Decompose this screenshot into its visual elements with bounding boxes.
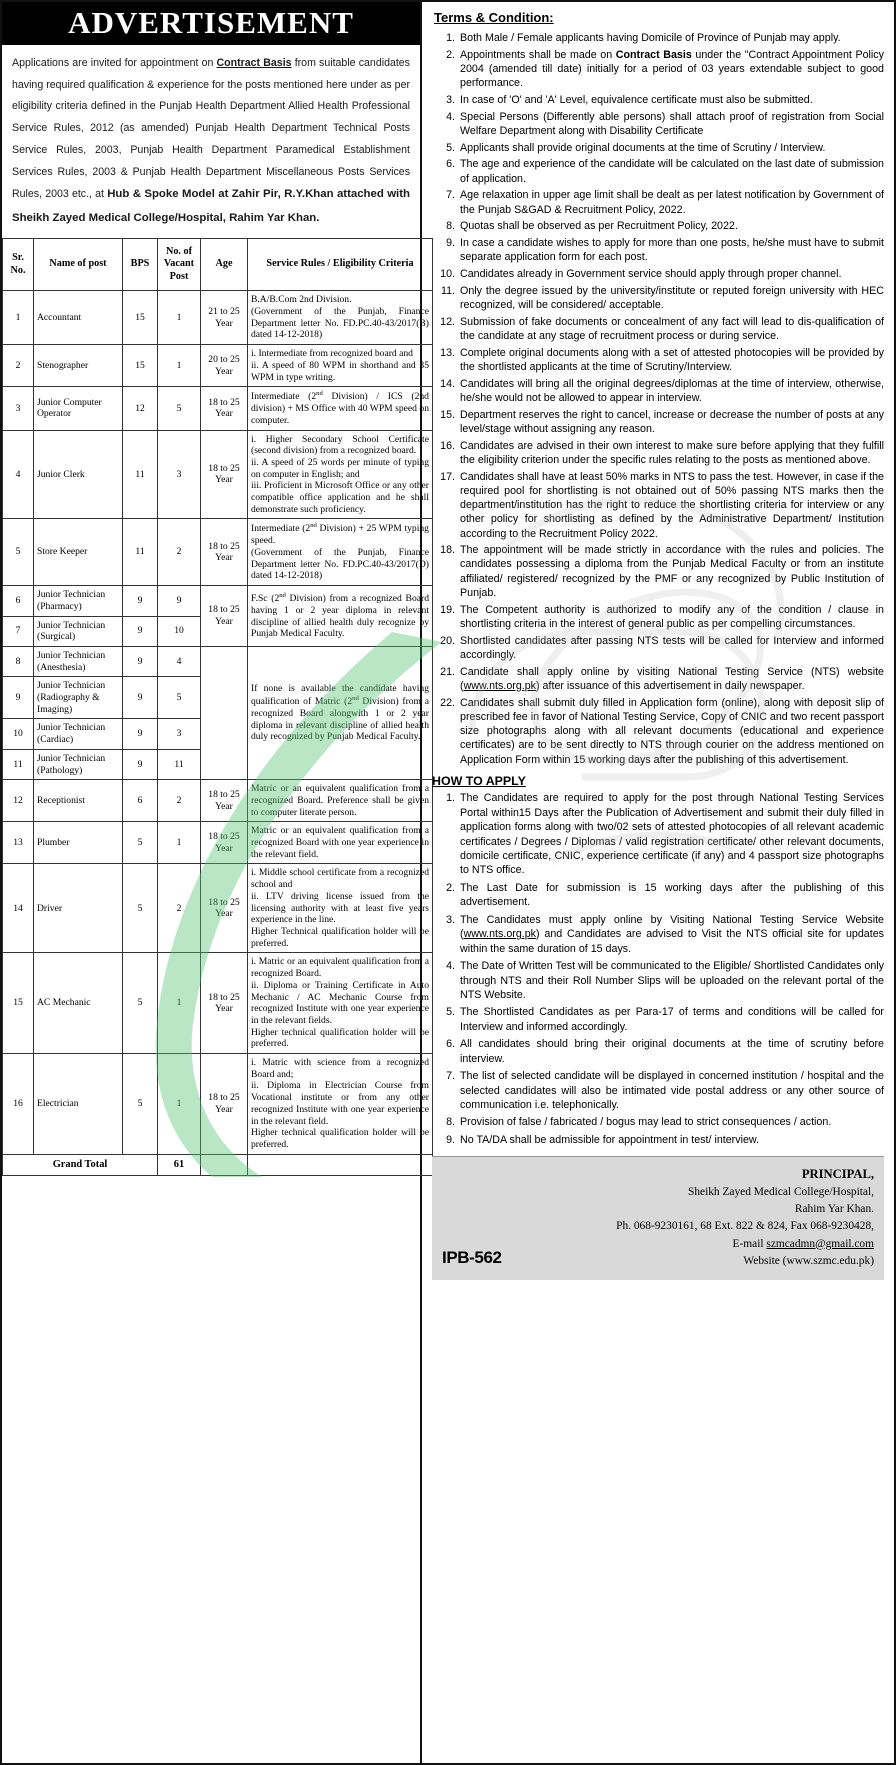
- term-item: 6. The age and experience of the candidate will be calculated on the last date of submission of application.: [458, 157, 884, 185]
- rule-line: (Government of the Punjab, Finance Department letter No. FD.PC.40-43/2017(D) dated 14-12-2018): [251, 547, 429, 582]
- grand-total-label: Grand Total: [3, 1154, 158, 1176]
- term-item: 9. In case a candidate wishes to apply for more than one posts, he/she must have to submit separate application form for each post.: [458, 236, 884, 264]
- cell-sr: 5: [3, 519, 34, 586]
- header-bps: BPS: [123, 238, 158, 290]
- term-item: 5. Applicants shall provide original documents at the time of Scrutiny / Interview.: [458, 141, 884, 155]
- cell-rules-merged: F.Sc (2nd Division) from a recognized Board having 1 or 2 year diploma in relevant discipline of allied health duly recognize by Punjab Medical Faculty.: [248, 586, 433, 647]
- cell-post: Junior Technician (Radiography & Imaging): [34, 677, 123, 719]
- cell-sr: 8: [3, 646, 34, 676]
- term-item: 18. The appointment will be made strictly in accordance with the rules and policies. The candidates possessing a diploma from the Punjab Medical Faculty or from an institute affiliated/ registered/ recognized by the PMF or any recognized by Public Institution of Punjab.: [458, 543, 884, 600]
- cell-vacant: 1: [158, 822, 201, 864]
- cell-post: Store Keeper: [34, 519, 123, 586]
- cell-vacant: 9: [158, 586, 201, 616]
- header-rules: Service Rules / Eligibility Criteria: [248, 238, 433, 290]
- signature-block: [616, 1165, 874, 1269]
- cell-sr: 13: [3, 822, 34, 864]
- reference-code: IPB-562: [442, 1247, 502, 1267]
- email-address[interactable]: szmcadmn@gmail.com: [766, 1237, 874, 1250]
- header-post: Name of post: [34, 238, 123, 290]
- institute-city: Rahim Yar Khan.: [794, 1203, 874, 1216]
- intro-paragraph: [2, 45, 420, 236]
- cell-vacant: 1: [158, 1054, 201, 1155]
- posts-table-head: [3, 238, 433, 290]
- rule-line: i. Intermediate from recognized board and: [251, 348, 413, 360]
- cell-age: 18 to 25 Year: [201, 864, 248, 953]
- cell-rules: [248, 430, 433, 519]
- cell-bps: 15: [123, 291, 158, 345]
- howto-item: 5. The Shortlisted Candidates as per Para-17 of terms and conditions will be called for Interview and informed accordingly.: [458, 1005, 884, 1034]
- table-row: [3, 345, 433, 387]
- term-item: 12. Submission of fake documents or concealment of any fact will lead to dis-qualification of the candidate at any stage of recruitment process or during service.: [458, 315, 884, 343]
- term-item: 7. Age relaxation in upper age limit shall be dealt as per latest notification by Government of the Punjab S&GAD & Recruitment Policy, 2022.: [458, 188, 884, 216]
- cell-post: Junior Technician (Pharmacy): [34, 586, 123, 616]
- cell-post: Accountant: [34, 291, 123, 345]
- rule-line: Higher technical qualification holder will be preferred.: [251, 1026, 429, 1050]
- cell-vacant: 2: [158, 519, 201, 586]
- cell-age: 21 to 25 Year: [201, 291, 248, 345]
- cell-vacant: 2: [158, 780, 201, 822]
- table-row: [3, 519, 433, 586]
- cell-sr: 15: [3, 953, 34, 1054]
- cell-age: 18 to 25 Year: [201, 822, 248, 864]
- cell-bps: 5: [123, 822, 158, 864]
- cell-vacant: 10: [158, 616, 201, 646]
- table-row: [3, 780, 433, 822]
- cell-bps: 9: [123, 677, 158, 719]
- table-row: [3, 586, 433, 616]
- term-item: 11. Only the degree issued by the university/institute or reputed foreign university with HEC recognized, will be considered/ acceptable.: [458, 284, 884, 312]
- posts-table-body: [3, 291, 433, 1176]
- posts-table: [2, 238, 433, 1176]
- howto-item: 9. No TA/DA shall be admissible for appointment in test/ interview.: [458, 1133, 884, 1147]
- cell-bps: 5: [123, 1054, 158, 1155]
- cell-bps: 11: [123, 519, 158, 586]
- term-item: 17. Candidates shall have at least 50% marks in NTS to pass the test. However, in case if the required pool for shortlisting is not obtained out of 50% passing NTS marks then the department/institution has the right to reduce the shortlisting criteria for interview or any other policy for shortlisting as defined by the Administrative Department/ Institution according to the Recruitment Policy 2022.: [458, 470, 884, 541]
- rule-line: i. Middle school certificate from a recognized school and: [251, 867, 429, 891]
- table-row: [3, 864, 433, 953]
- term-item: 2. Appointments shall be made on Contract Basis under the "Contract Appointment Policy 2004 (amended till date) initially for a period of 03 years extendable subject to good performance.: [458, 48, 884, 91]
- how-to-apply-list: [432, 791, 884, 1150]
- rule-line: i. Matric with science from a recognized Board and;: [251, 1057, 429, 1080]
- cell-bps: 9: [123, 749, 158, 779]
- cell-rules: [248, 291, 433, 345]
- cell-rules: [248, 953, 433, 1054]
- howto-item: 8. Provision of false / fabricated / bogus may lead to strict consequences / action.: [458, 1115, 884, 1129]
- terms-list: [432, 31, 884, 769]
- institute-name: Sheikh Zayed Medical College/Hospital,: [687, 1186, 874, 1199]
- cell-age: 18 to 25 Year: [201, 387, 248, 430]
- cell-sr: 3: [3, 387, 34, 430]
- howto-item: 7. The list of selected candidate will be displayed in concerned institution / hospital and the selected candidates will also be intimated vide postal address or any other source of communication i.e. telephonically.: [458, 1069, 884, 1112]
- footer-block: [432, 1156, 884, 1279]
- term-item: 19. The Competent authority is authorized to modify any of the condition / clause in shortlisting criteria in the interest of general public as per compelling circumstances.: [458, 603, 884, 631]
- cell-rules: [248, 1054, 433, 1155]
- cell-bps: 5: [123, 953, 158, 1054]
- cell-post: Junior Technician (Surgical): [34, 616, 123, 646]
- email-label: E-mail: [732, 1237, 767, 1250]
- howto-item: 6. All candidates should bring their original documents at the time of scrutiny before interview.: [458, 1037, 884, 1066]
- cell-vacant: 5: [158, 387, 201, 430]
- term-item: 22. Candidates shall submit duly filled in Application form (online), along with deposit slip of prescribed fee in favor of National Testing Service, Copy of CNIC and two recent passport size photographs along with all relevant documents (educational and experience certificates) are to be sent directly to NTS through courier on the address mentioned on Application Form within 15 working days after the publishing of this advertisement.: [458, 696, 884, 767]
- cell-vacant: 2: [158, 864, 201, 953]
- rule-line: B.A/B.Com 2nd Division.: [251, 294, 352, 306]
- cell-age: 20 to 25 Year: [201, 345, 248, 387]
- cell-post: Junior Technician (Anesthesia): [34, 646, 123, 676]
- cell-age-merged: [201, 646, 248, 779]
- cell-bps: 6: [123, 780, 158, 822]
- rule-line: Higher technical qualification holder will be preferred.: [251, 1127, 429, 1150]
- cell-post: Junior Technician (Cardiac): [34, 719, 123, 749]
- cell-bps: 9: [123, 616, 158, 646]
- cell-rules: [248, 519, 433, 586]
- table-row: [3, 953, 433, 1054]
- contact-website[interactable]: Website (www.szmc.edu.pk): [743, 1254, 874, 1267]
- howto-item-nts-link[interactable]: 3. The Candidates must apply online by Visiting National Testing Service Website (www.nts.org.pk) and Candidates are advised to Visit the NTS official site for updates within the same duration of 15 days.: [458, 913, 884, 956]
- cell-sr: 9: [3, 677, 34, 719]
- cell-vacant: 3: [158, 430, 201, 519]
- term-item: 4. Special Persons (Differently able persons) shall attach proof of registration from Social Welfare Department along with Disability Certificate: [458, 110, 884, 138]
- cell-rules: Matric or an equivalent qualification from a recognized Board. Preference shall be given to computer literate person.: [248, 780, 433, 822]
- rule-line: Higher Technical qualification holder will be preferred.: [251, 926, 429, 949]
- cell-sr: 2: [3, 345, 34, 387]
- term-item: 20. Shortlisted candidates after passing NTS tests will be called for Interview and informed accordingly.: [458, 634, 884, 662]
- table-row: [3, 1054, 433, 1155]
- cell-rules: Matric or an equivalent qualification from a recognized Board with one year experience in the relevant field.: [248, 822, 433, 864]
- header-sr-no: Sr. No.: [3, 238, 34, 290]
- cell-vacant: 11: [158, 749, 201, 779]
- term-item: 3. In case of 'O' and 'A' Level, equivalence certificate must also be submitted.: [458, 93, 884, 107]
- rule-line: i. Matric or an equivalent qualification from a recognized Board.: [251, 956, 429, 980]
- contact-phone: Ph. 068-9230161, 68 Ext. 822 & 824, Fax 068-9230428,: [616, 1220, 874, 1233]
- grand-total-age-blank: [201, 1154, 248, 1176]
- cell-rules: [248, 345, 433, 387]
- cell-age-merged: 18 to 25 Year: [201, 586, 248, 647]
- rule-line: (Government of the Punjab, Finance Department letter No. FD.PC.40-43/2017(B) dated 14-12-2018): [251, 305, 429, 341]
- term-item: 13. Complete original documents along with a set of attested photocopies will be provided by the shortlisted applicants at the time of Scrutiny/Interview.: [458, 346, 884, 374]
- cell-post: AC Mechanic: [34, 953, 123, 1054]
- cell-bps: 9: [123, 719, 158, 749]
- term-item: 14. Candidates will bring all the original degrees/diplomas at the time of interview, otherwise, he/she would not be allowed to appear in interview.: [458, 377, 884, 405]
- grand-total-rules-blank: [248, 1154, 433, 1176]
- principal-label: PRINCIPAL,: [801, 1167, 874, 1182]
- cell-rules: Intermediate (2nd Division) / ICS (2nd division) + MS Office with 40 WPM speed on computer.: [248, 387, 433, 430]
- table-row: [3, 822, 433, 864]
- left-column: [2, 2, 429, 1763]
- cell-vacant: 3: [158, 719, 201, 749]
- cell-bps: 9: [123, 586, 158, 616]
- cell-post: Receptionist: [34, 780, 123, 822]
- cell-vacant: 1: [158, 291, 201, 345]
- table-row: [3, 291, 433, 345]
- cell-post: Stenographer: [34, 345, 123, 387]
- contact-email-row: [616, 1236, 874, 1253]
- cell-post: Electrician: [34, 1054, 123, 1155]
- cell-rules: [248, 864, 433, 953]
- term-item-nts-link[interactable]: 21. Candidate shall apply online by visiting National Testing Service (NTS) website (www.nts.org.pk) after issuance of this advertisement in daily newspaper.: [458, 665, 884, 693]
- header-age: Age: [201, 238, 248, 290]
- cell-sr: 14: [3, 864, 34, 953]
- cell-vacant: 1: [158, 953, 201, 1054]
- rule-line: ii. A speed of 80 WPM in shorthand and 35 WPM in type writing.: [251, 359, 429, 383]
- term-item: 10. Candidates already in Government service should apply through proper channel.: [458, 267, 884, 281]
- cell-post: Driver: [34, 864, 123, 953]
- cell-vacant: 4: [158, 646, 201, 676]
- header-vacant: No. of Vacant Post: [158, 238, 201, 290]
- term-item: 8. Quotas shall be observed as per Recruitment Policy, 2022.: [458, 219, 884, 233]
- cell-age: 18 to 25 Year: [201, 780, 248, 822]
- cell-bps: 15: [123, 345, 158, 387]
- cell-rules-merged: If none is available the candidate having qualification of Matric (2nd Division) from a recognized Board alongwith 1 or 2 year diploma in relevant discipline of allied health duly recognized by Punjab Medical Faculty.: [248, 646, 433, 779]
- cell-post: Junior Computer Operator: [34, 387, 123, 430]
- right-column: [422, 2, 894, 1763]
- howto-item: 1. The Candidates are required to apply for the post through National Testing Services Portal within15 Days after the Publication of Advertisement and submit their duly filled in application forms along with two/02 sets of attested photocopies of all relevant academic certificates / Degrees / Diplomas / valid registration certificate/ other relevant documents, domicile certificate, CNIC, experience certificate (if any) and 4 passport size photographs to NTS office.: [458, 791, 884, 878]
- intro-text-b: from suitable candidates having required qualification & experience for the posts mentioned here under as per eligibility criteria defined in the Punjab Health Department Allied Health Professional Service Rules, 2012 (as amended) Punjab Health Department Technical Posts Service Rules, 2003, Punjab Health Department Paramedical Establishment Services Rules, 2003 & Punjab Health Department Miscellaneous Posts Services Rules, 2003 etc., at: [12, 57, 410, 201]
- advertisement-banner: ADVERTISEMENT: [2, 2, 420, 45]
- table-row: [3, 646, 433, 676]
- grand-total-row: [3, 1154, 433, 1176]
- cell-post: Plumber: [34, 822, 123, 864]
- rule-line: ii. Diploma or Training Certificate in Auto Mechanic / AC Mechanic Course from recognized Institute with one year experience in the relevant fields.: [251, 979, 429, 1026]
- cell-sr: 16: [3, 1054, 34, 1155]
- term-item: 1. Both Male / Female applicants having Domicile of Province of Punjab may apply.: [458, 31, 884, 45]
- table-header-row: [3, 238, 433, 290]
- howto-item: 2. The Last Date for submission is 15 working days after the publishing of this advertisement.: [458, 881, 884, 910]
- rule-line: ii. Diploma in Electrician Course from Vocational institute or from any other recognized Institute with one year experience in the relevant field.: [251, 1080, 429, 1127]
- cell-sr: 7: [3, 616, 34, 646]
- rule-line: i. Higher Secondary School Certificate (second division) from a recognized board.: [251, 433, 429, 457]
- cell-vacant: 5: [158, 677, 201, 719]
- cell-bps: 5: [123, 864, 158, 953]
- cell-age: 18 to 25 Year: [201, 430, 248, 519]
- cell-vacant: 1: [158, 345, 201, 387]
- cell-sr: 4: [3, 430, 34, 519]
- terms-title: Terms & Condition:: [434, 10, 554, 25]
- cell-sr: 6: [3, 586, 34, 616]
- cell-age: 18 to 25 Year: [201, 1054, 248, 1155]
- cell-sr: 11: [3, 749, 34, 779]
- rule-line: iii. Proficient in Microsoft Office or any other compatible office application and he shall demonstrate such proficiency.: [251, 480, 429, 515]
- rule-line: ii. A speed of 25 words per minute of typing on computer in English; and: [251, 456, 429, 480]
- cell-bps: 12: [123, 387, 158, 430]
- cell-sr: 1: [3, 291, 34, 345]
- term-item: 15. Department reserves the right to cancel, increase or decrease the number of posts at any level/stage without assigning any reason.: [458, 408, 884, 436]
- rule-line: ii. LTV driving license issued from the licensing authority with at least five years experience in the line.: [251, 890, 429, 926]
- contract-basis-emphasis: Contract Basis: [216, 57, 292, 69]
- cell-sr: 10: [3, 719, 34, 749]
- howto-item: 4. The Date of Written Test will be communicated to the Eligible/ Shortlisted Candidates only through NTS and their Roll Number Slips will be uploaded on the relevant portal of the NTS Website.: [458, 959, 884, 1002]
- how-to-apply-title: HOW TO APPLY: [432, 774, 526, 789]
- rule-line: Intermediate (2nd Division) + 25 WPM typing speed.: [251, 522, 429, 547]
- cell-post: Junior Clerk: [34, 430, 123, 519]
- table-row: [3, 387, 433, 430]
- cell-age: 18 to 25 Year: [201, 953, 248, 1054]
- intro-hub-spoke: Hub & Spoke Model at Zahir Pir, R.Y.Khan attached with Sheikh Zayed Medical College/Hospital, Rahim Yar Khan.: [12, 188, 410, 224]
- cell-sr: 12: [3, 780, 34, 822]
- cell-age: 18 to 25 Year: [201, 519, 248, 586]
- term-item: 16. Candidates are advised in their own interest to make sure before applying that they fulfill the eligibility criterion under the specific rules relating to the posts as mentioned above.: [458, 439, 884, 467]
- grand-total-value: 61: [158, 1154, 201, 1176]
- cell-bps: 9: [123, 646, 158, 676]
- cell-bps: 11: [123, 430, 158, 519]
- table-row: [3, 430, 433, 519]
- cell-post: Junior Technician (Pathology): [34, 749, 123, 779]
- intro-text-a: Applications are invited for appointment on: [12, 57, 217, 69]
